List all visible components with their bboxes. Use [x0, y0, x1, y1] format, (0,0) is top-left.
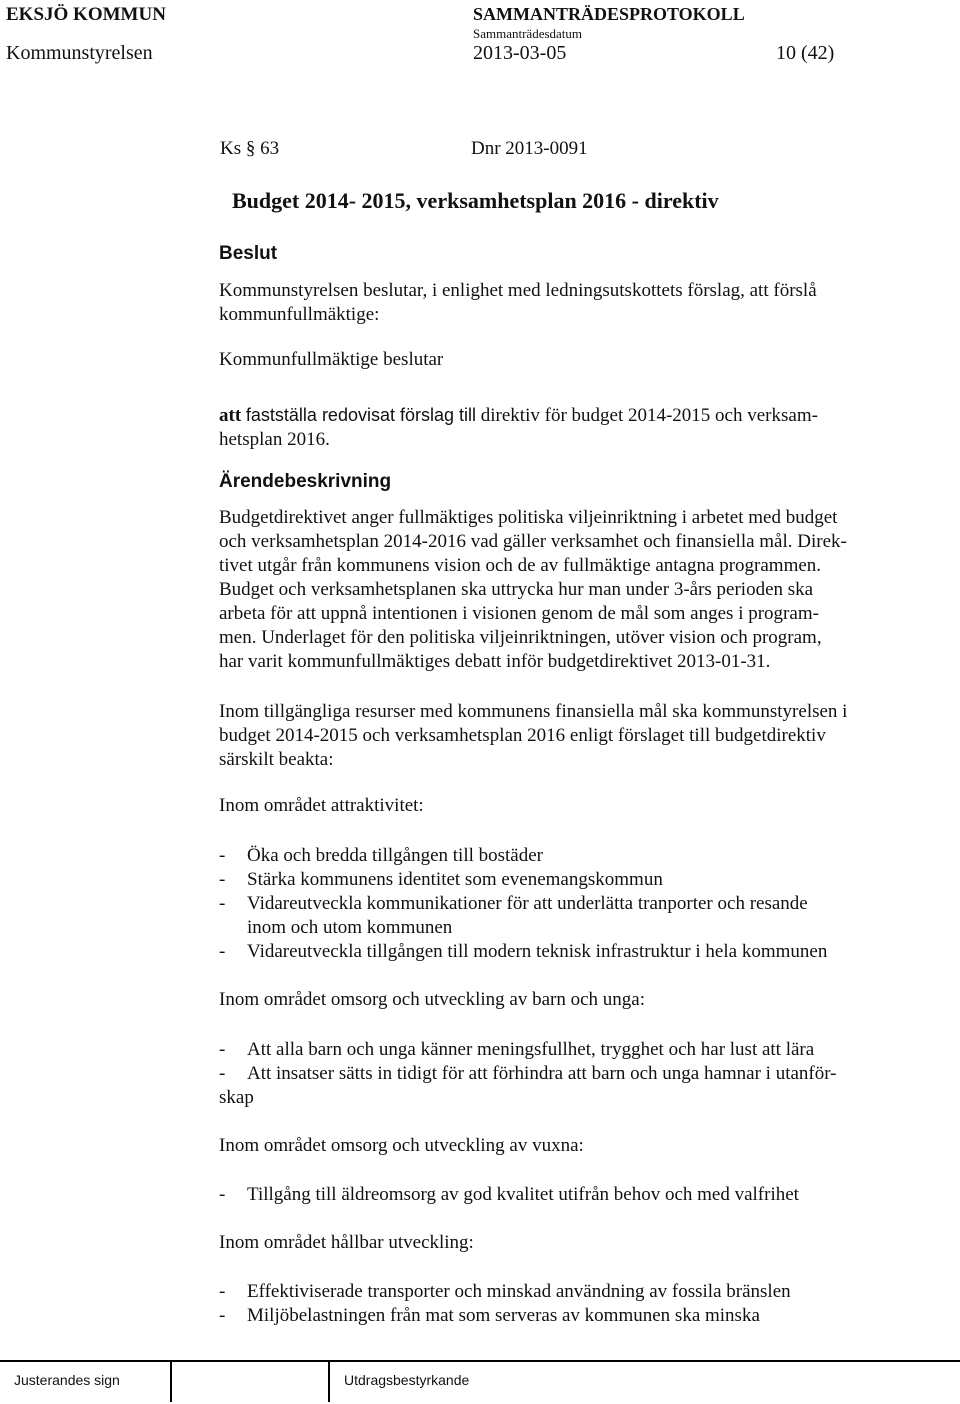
text-line: budget 2014-2015 och verksamhetsplan 2016 enligt förslaget till budgetdirektiv [219, 725, 826, 746]
text-line: och verksamhetsplan 2014-2016 vad gäller verksamhet och finansiella mål. Direk- [219, 531, 847, 552]
att-rest: direktiv för budget 2014-2015 och verksam- [480, 405, 818, 426]
footer-divider [0, 1360, 960, 1362]
att-word: att [219, 405, 242, 426]
area-heading-hallbar: Inom området hållbar utveckling: [219, 1232, 474, 1253]
kf-beslutar [219, 348, 909, 372]
meeting-date: 2013-03-05 [473, 42, 567, 64]
list-attraktivitet [219, 844, 827, 964]
text-line: kommunfullmäktige: [219, 304, 380, 325]
document-title: Budget 2014- 2015, verksamhetsplan 2016 - direktiv [232, 188, 719, 213]
case-paragraph-number [220, 138, 279, 160]
page-number: 10 (42) [776, 42, 835, 64]
list-item: - Miljöbelastningen från mat som serveras av kommunen ska minska [219, 1305, 760, 1326]
text-line: särskilt beakta: [219, 749, 334, 770]
committee-name: Kommunstyrelsen [6, 42, 153, 64]
list-item: - Vidareutveckla kommunikationer för att underlätta tranporter och resande [219, 893, 808, 914]
list-item: - Effektiviserade transporter och minskad användning av fossila bränslen [219, 1281, 791, 1302]
text-line: hetsplan 2016. [219, 429, 330, 450]
area-heading-attraktivitet: Inom området attraktivitet: [219, 795, 424, 816]
list-item: - Att insatser sätts in tidigt för att förhindra att barn och unga hamnar i utanför- [219, 1063, 837, 1084]
list-barn-unga [219, 1038, 837, 1110]
diary-number: Dnr 2013-0091 [471, 138, 588, 159]
text-line [219, 403, 909, 428]
area-heading-vuxna: Inom området omsorg och utveckling av vuxna: [219, 1135, 584, 1156]
list-item-continuation: inom och utom kommunen [247, 917, 453, 938]
text-line: Budgetdirektivet anger fullmäktiges politiska viljeinriktning i arbetet med budget [219, 507, 838, 528]
arende-paragraph-1 [219, 506, 909, 674]
section-symbol: § [245, 138, 256, 159]
signature-box-divider [170, 1362, 172, 1402]
list-vuxna [219, 1183, 799, 1207]
area-heading-barn-unga: Inom området omsorg och utveckling av barn och unga: [219, 989, 645, 1010]
text-line: Kommunfullmäktige beslutar [219, 349, 444, 370]
ks-number: 63 [260, 138, 280, 159]
ks-label: Ks [220, 138, 242, 159]
list-item: - Tillgång till äldreomsorg av god kvalitet utifrån behov och med valfrihet [219, 1184, 799, 1205]
organization-name: EKSJÖ KOMMUN [6, 4, 166, 25]
text-line: Inom tillgängliga resurser med kommunens finansiella mål ska kommunstyrelsen i [219, 701, 848, 722]
list-item: - Att alla barn och unga känner meningsfullhet, trygghet och har lust att lära [219, 1039, 815, 1060]
list-item: - Öka och bredda tillgången till bostäder [219, 845, 543, 866]
text-line: Kommunstyrelsen beslutar, i enlighet med ledningsutskottets förslag, att förslå [219, 280, 817, 301]
att-clause [219, 403, 909, 452]
list-item: - Stärka kommunens identitet som evenemangskommun [219, 869, 663, 890]
list-hallbar [219, 1280, 791, 1328]
att-sans-text: fastställa redovisat förslag till [245, 405, 477, 425]
text-line: har varit kommunfullmäktiges debatt inför budgetdirektivet 2013-01-31. [219, 651, 771, 672]
list-item-continuation: skap [219, 1087, 254, 1108]
utdragsbestyrkande-label: Utdragsbestyrkande [344, 1372, 470, 1388]
list-item: - Vidareutveckla tillgången till modern teknisk infrastruktur i hela kommunen [219, 941, 828, 962]
beslut-intro [219, 279, 909, 327]
text-line: men. Underlaget för den politiska viljeinriktningen, utöver vision och program, [219, 627, 822, 648]
justerandes-sign-label: Justerandes sign [14, 1372, 120, 1388]
arende-heading: Ärendebeskrivning [219, 471, 392, 492]
text-line: Budget och verksamhetsplanen ska uttrycka hur man under 3-års perioden ska [219, 579, 814, 600]
signature-box-divider [328, 1362, 330, 1402]
arende-paragraph-2 [219, 700, 909, 772]
meeting-date-label: Sammanträdesdatum [473, 26, 583, 41]
beslut-heading: Beslut [219, 243, 278, 264]
text-line: arbeta för att uppnå intentionen i visionen genom de mål som anges i program- [219, 603, 819, 624]
text-line: tivet utgår från kommunens vision och de av fullmäktige antagna programmen. [219, 555, 822, 576]
protocol-title: SAMMANTRÄDESPROTOKOLL [473, 4, 745, 24]
